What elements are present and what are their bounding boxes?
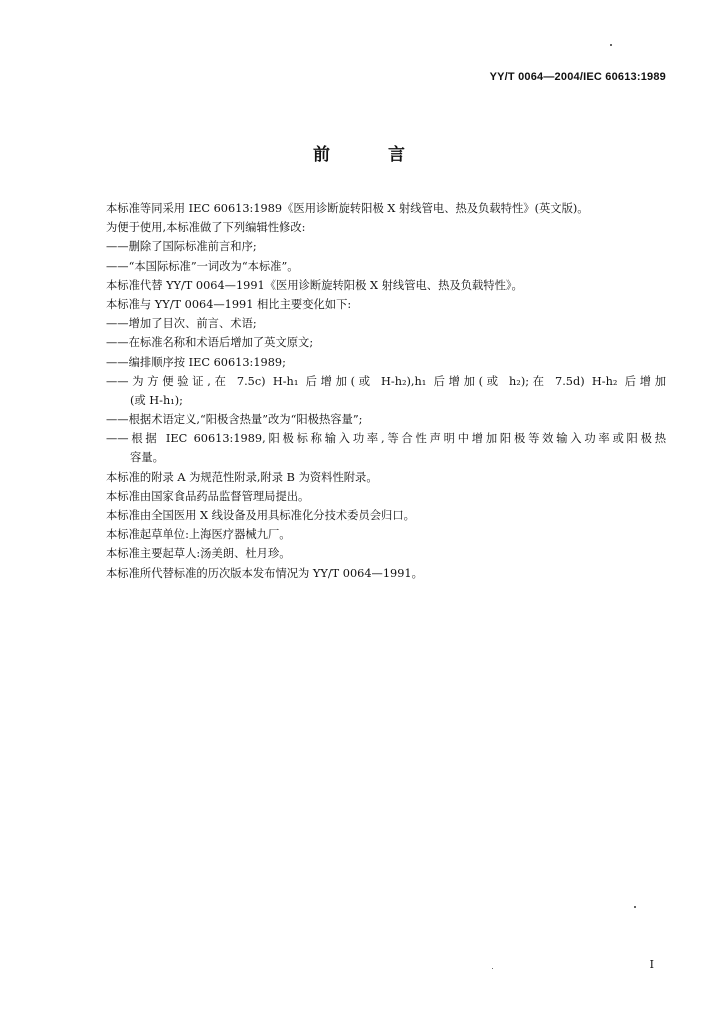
- scan-speck: [492, 968, 493, 969]
- list-item: ——根据术语定义,“阳极含热量”改为“阳极热容量”;: [106, 413, 363, 427]
- foreword-body: [106, 199, 666, 583]
- list-item: ——编排顺序按 IEC 60613:1989;: [106, 355, 286, 369]
- paragraph-line: 本标准起草单位:上海医疗器械九厂。: [106, 528, 291, 542]
- scan-speck: [634, 906, 636, 908]
- list-item: ——“本国际标准”一词改为“本标准”。: [106, 259, 299, 273]
- list-item: ——增加了目次、前言、术语;: [106, 317, 257, 331]
- scan-speck: [610, 44, 612, 46]
- paragraph-line: 本标准代替 YY/T 0064—1991《医用诊断旋转阳极 X 射线管电、热及负载特性》。: [106, 278, 523, 292]
- paragraph-line: 为便于使用,本标准做了下列编辑性修改:: [106, 221, 306, 235]
- paragraph-line: 本标准所代替标准的历次版本发布情况为 YY/T 0064—1991。: [106, 566, 423, 580]
- list-item: ——为方便验证,在 7.5c) H-h₁ 后增加(或 H-h₂),h₁ 后增加(或 h₂);在 7.5d) H-h₂ 后增加: [106, 374, 666, 388]
- page-title: 前 言: [313, 145, 431, 165]
- paragraph-line: 本标准由国家食品药品监督管理局提出。: [106, 489, 310, 503]
- paragraph-line: 本标准与 YY/T 0064—1991 相比主要变化如下:: [106, 297, 352, 311]
- list-item: ——删除了国际标准前言和序;: [106, 240, 257, 254]
- paragraph-line: 本标准的附录 A 为规范性附录,附录 B 为资料性附录。: [106, 470, 378, 484]
- standard-code: YY/T 0064—2004/IEC 60613:1989: [489, 71, 666, 83]
- paragraph-line: 本标准主要起草人:汤美朗、杜月珍。: [106, 547, 291, 561]
- page-number: I: [649, 958, 654, 971]
- list-item-continuation: 容量。: [130, 451, 164, 465]
- paragraph-line: 本标准由全国医用 X 线设备及用具标准化分技术委员会归口。: [106, 509, 415, 522]
- list-item-continuation: (或 H-h₁);: [130, 393, 183, 407]
- paragraph-line: 本标准等同采用 IEC 60613:1989《医用诊断旋转阳极 X 射线管电、热及负载特性》(英文版)。: [106, 202, 589, 215]
- list-item: ——根据 IEC 60613:1989,阳极标称输入功率,等合性声明中增加阳极等效输入功率或阳极热: [106, 432, 666, 446]
- list-item: ——在标准名称和术语后增加了英文原文;: [106, 336, 314, 350]
